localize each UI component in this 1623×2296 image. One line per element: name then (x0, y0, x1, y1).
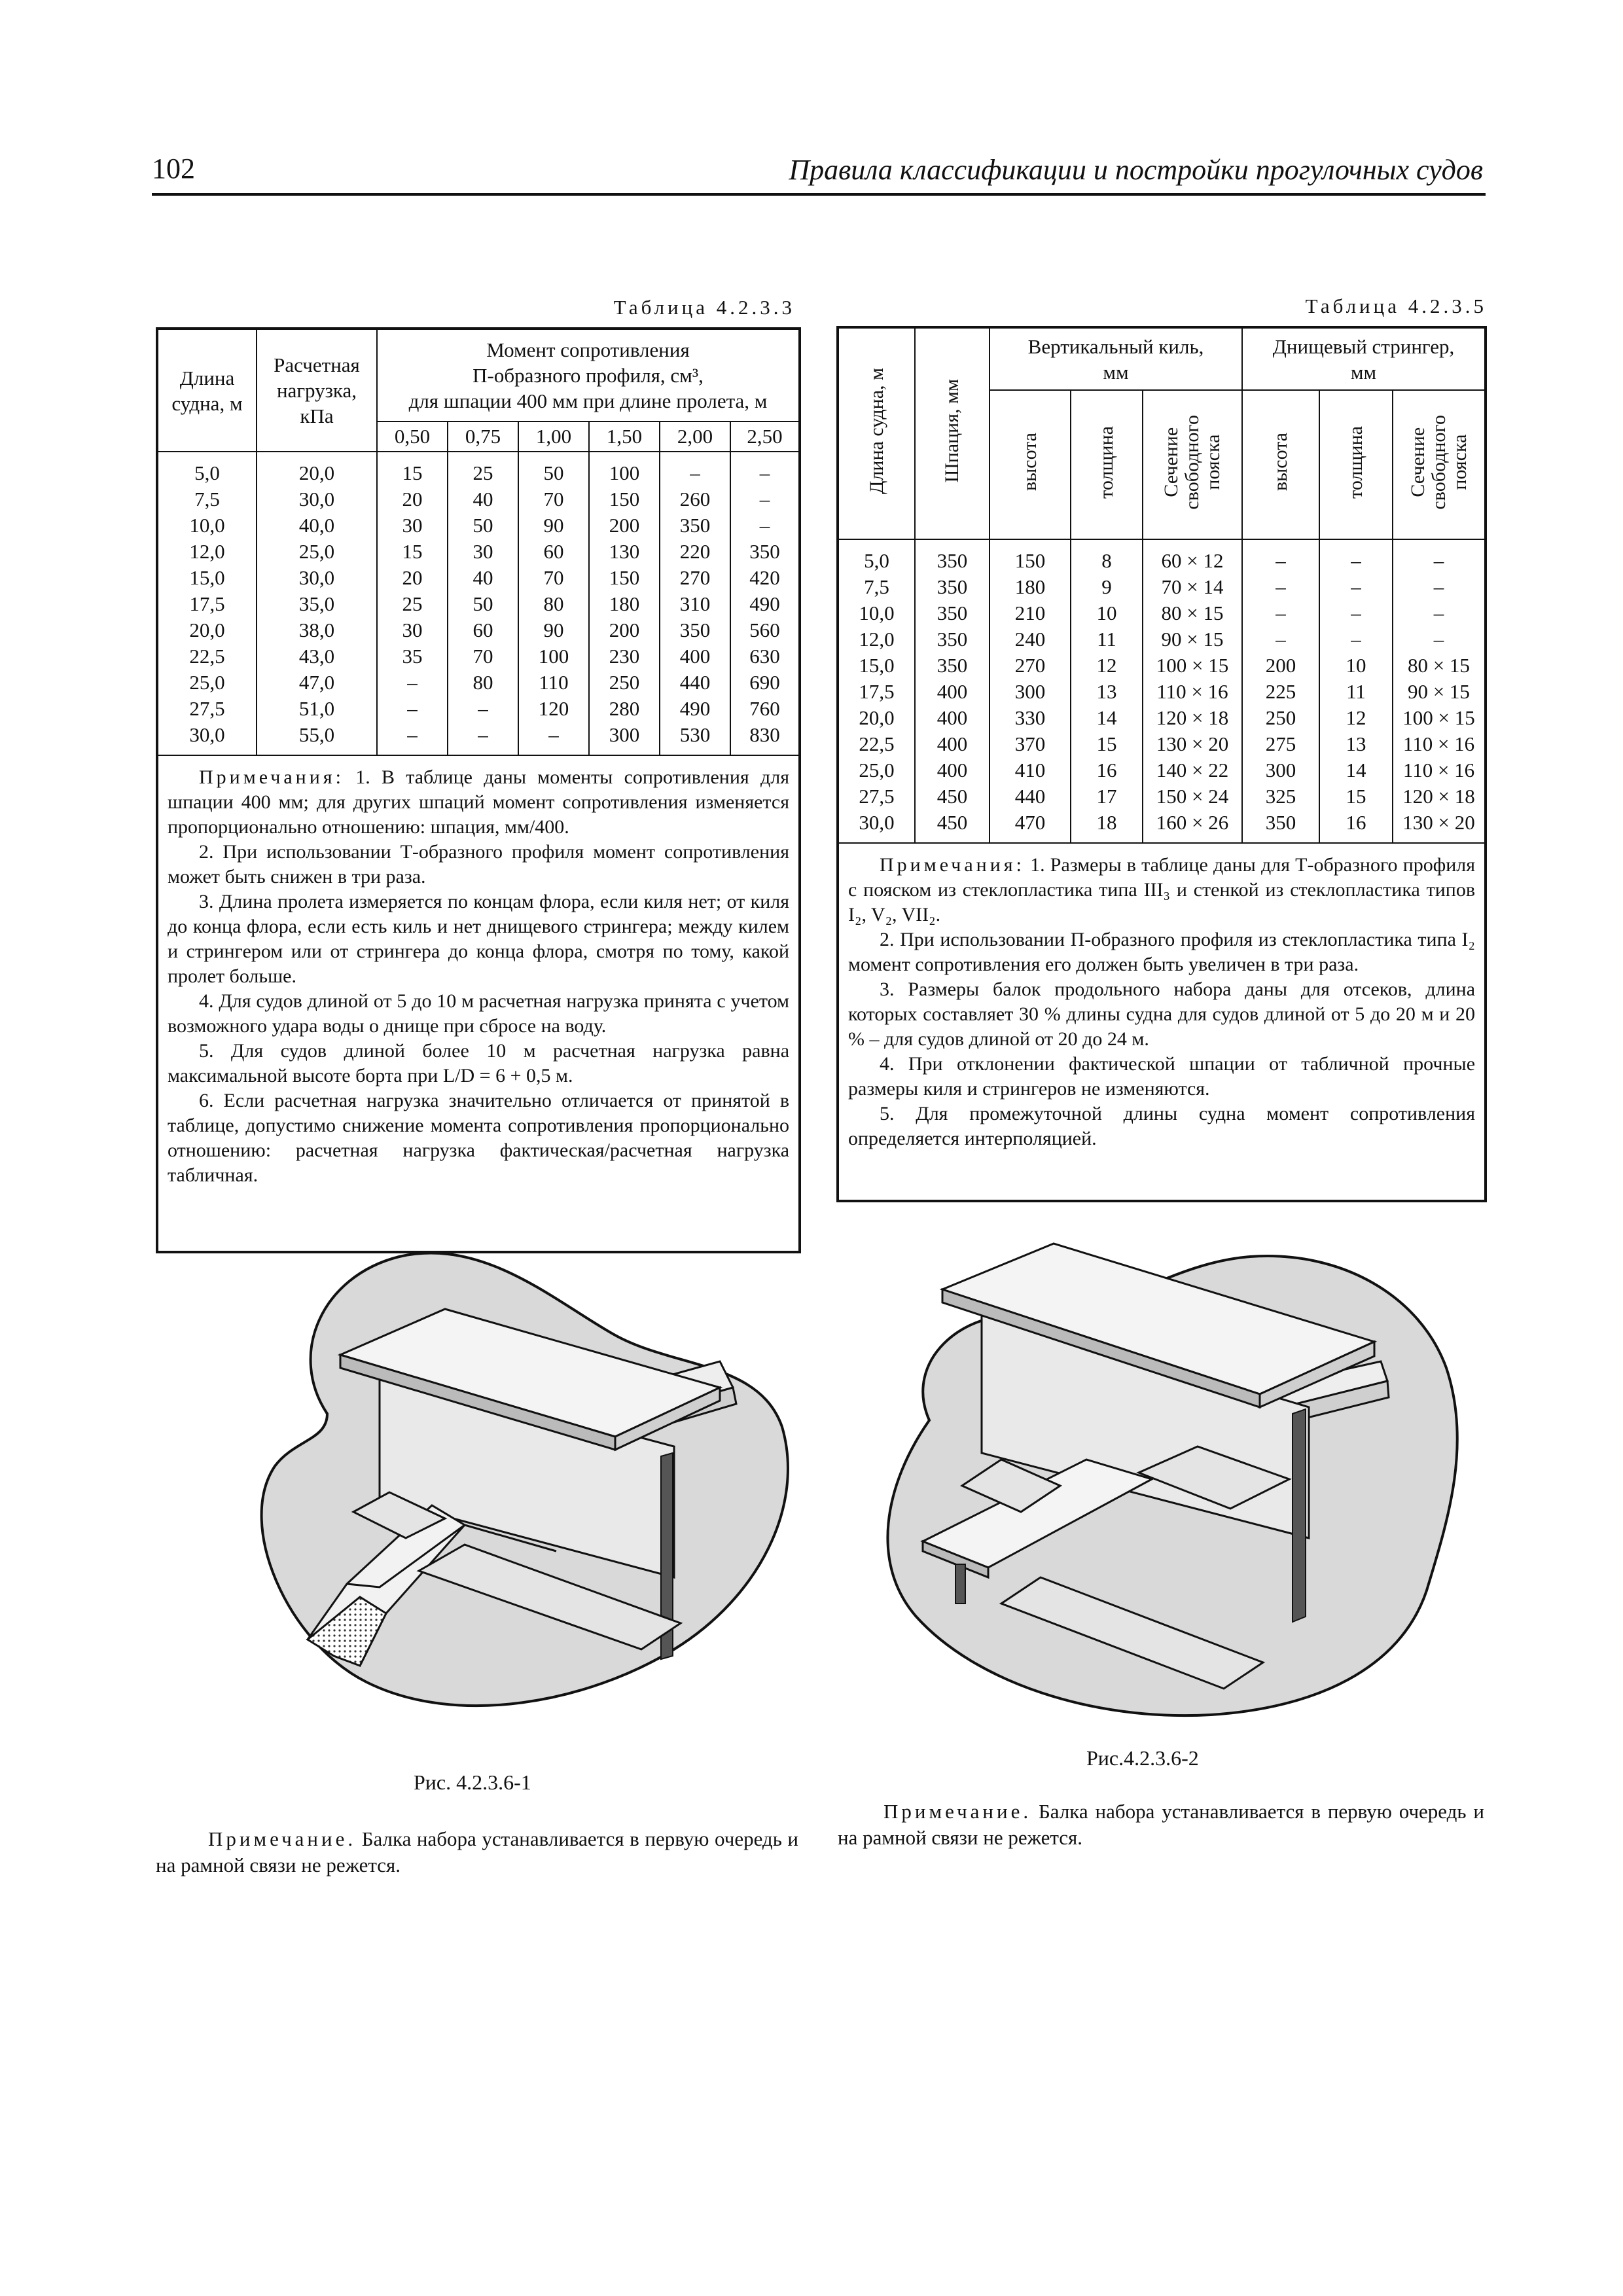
t2-cell: 350 (915, 600, 990, 626)
t2-cell: 13 (1071, 679, 1143, 705)
t2-cell: 110 × 16 (1393, 731, 1486, 757)
t2-cell: 5,0 (838, 539, 915, 574)
t2-cell: – (1393, 600, 1486, 626)
t2-cell: 12,0 (838, 626, 915, 653)
t1-cell: 230 (589, 643, 660, 670)
t1-cell: – (377, 722, 448, 755)
t1-header-load: Расчетная нагрузка, кПа (257, 329, 377, 452)
t2-cell: 100 × 15 (1143, 653, 1242, 679)
t2-cell: 120 × 18 (1143, 705, 1242, 731)
figure1-caption: Рис. 4.2.3.6-1 (414, 1770, 531, 1794)
t1-cell: 80 (518, 591, 589, 617)
t2-cell: 27,5 (838, 783, 915, 810)
figure2-note-label: Примечание. (883, 1800, 1032, 1823)
t2-cell: 70 × 14 (1143, 574, 1242, 600)
t1-cell: 150 (589, 565, 660, 591)
t1-cell: 270 (660, 565, 730, 591)
t1-row (157, 452, 800, 486)
t1-note: 2. При использовании Т-образного профиля момент сопротивления может быть снижен в три раза. (168, 841, 790, 888)
t2-row (838, 783, 1486, 810)
t2-cell: 180 (990, 574, 1071, 600)
t1-cell: 20,0 (157, 617, 257, 643)
t1-cell: 30,0 (157, 722, 257, 755)
t2-cell: 440 (990, 783, 1071, 810)
t1-cell: 50 (448, 512, 518, 539)
figure2-note-text: Балка набора устанавливается в первую очередь и на рамной связи не режется. (838, 1800, 1485, 1849)
t1-cell: 20 (377, 486, 448, 512)
t1-cell: 60 (448, 617, 518, 643)
t1-row (157, 486, 800, 512)
t2-note: 5. Для промежуточной длины судна момент сопротивления определяется интерполяцией. (848, 1103, 1476, 1149)
t1-cell: 30 (377, 512, 448, 539)
t1-cell: 30 (377, 617, 448, 643)
t2-cell: – (1242, 539, 1319, 574)
t1-cell: 7,5 (157, 486, 257, 512)
t2-cell: 17,5 (838, 679, 915, 705)
t2-body (838, 539, 1486, 843)
t1-note: 6. Если расчетная нагрузка значительно отличается от принятой в таблице, допустимо снижение момента сопротивления пропорционально отношению: расчетная нагрузка фактическая/расчетная нагрузка табличная. (168, 1090, 790, 1186)
t2-row (838, 731, 1486, 757)
page-number: 102 (152, 152, 195, 185)
t1-row (157, 670, 800, 696)
t2-cell: – (1319, 539, 1393, 574)
t1-cell: 760 (730, 696, 800, 722)
t1-cell: 280 (589, 696, 660, 722)
t1-cell: 30,0 (257, 486, 377, 512)
t1-cell: 130 (589, 539, 660, 565)
t2-cell: 300 (1242, 757, 1319, 783)
t2-cell: 350 (1242, 810, 1319, 843)
t2-cell: 17 (1071, 783, 1143, 810)
t1-cell: – (660, 452, 730, 486)
table1-caption: Таблица 4.2.3.3 (613, 296, 795, 319)
t1-cell: 35,0 (257, 591, 377, 617)
t2-sub-height: высота (1242, 390, 1319, 539)
t1-cell: 40 (448, 565, 518, 591)
t2-notes (838, 843, 1486, 1201)
t1-cell: 80 (448, 670, 518, 696)
figure2-caption: Рис.4.2.3.6-2 (1086, 1746, 1199, 1770)
t1-cell: 50 (448, 591, 518, 617)
t1-cell: 47,0 (257, 670, 377, 696)
t1-cell: 40 (448, 486, 518, 512)
figure1-note-text: Балка набора устанавливается в первую очередь и на рамной связи не режется. (156, 1827, 798, 1876)
t2-cell: 30,0 (838, 810, 915, 843)
t1-cell: 30,0 (257, 565, 377, 591)
t1-cell: 690 (730, 670, 800, 696)
t1-cell: 420 (730, 565, 800, 591)
t1-cell: 25 (448, 452, 518, 486)
t1-cell: 490 (730, 591, 800, 617)
t2-row (838, 574, 1486, 600)
t2-cell: 12 (1071, 653, 1143, 679)
t2-header-keel: Вертикальный киль, мм (990, 327, 1242, 390)
t2-cell: 210 (990, 600, 1071, 626)
t2-cell: – (1242, 600, 1319, 626)
t1-cell: – (377, 696, 448, 722)
t2-cell: 90 × 15 (1393, 679, 1486, 705)
t2-cell: 15 (1319, 783, 1393, 810)
t1-note: 5. Для судов длиной более 10 м расчетная нагрузка равна максимальной высоте борта при L/D = 6 + 0,5 м. (168, 1040, 790, 1086)
t1-cell: 350 (730, 539, 800, 565)
t2-cell: 60 × 12 (1143, 539, 1242, 574)
t1-cell: 100 (518, 643, 589, 670)
t2-cell: 325 (1242, 783, 1319, 810)
t2-cell: 225 (1242, 679, 1319, 705)
figure1-note-label: Примечание. (208, 1827, 357, 1850)
t1-cell: 30 (448, 539, 518, 565)
t2-cell: 14 (1319, 757, 1393, 783)
t1-cell: 55,0 (257, 722, 377, 755)
t2-cell: – (1319, 600, 1393, 626)
t2-cell: 400 (915, 705, 990, 731)
t2-sub-thickness: толщина (1319, 390, 1393, 539)
t2-cell: 130 × 20 (1143, 731, 1242, 757)
t1-cell: 43,0 (257, 643, 377, 670)
t2-cell: 275 (1242, 731, 1319, 757)
t2-cell: 7,5 (838, 574, 915, 600)
t1-cell: 400 (660, 643, 730, 670)
t1-cell: 20,0 (257, 452, 377, 486)
figure2-drawing (857, 1211, 1479, 1734)
t2-sub-flange: Сечение свободного пояска (1143, 390, 1242, 539)
t1-cell: 20 (377, 565, 448, 591)
t2-note: 3. Размеры балок продольного набора даны для отсеков, длина которых составляет 30 % длины судна для судов длиной от 5 до 20 м и 20 % – для судов длиной от 20 до 24 м. (848, 978, 1476, 1050)
t1-cell: 38,0 (257, 617, 377, 643)
t1-note: 1. В таблице даны моменты сопротивления для шпации 400 мм; для других шпаций момент сопротивления изменяется пропорционально отношению: шпация, мм/400. (168, 766, 790, 838)
t1-cell: 530 (660, 722, 730, 755)
table2-caption: Таблица 4.2.3.5 (1305, 295, 1487, 317)
t2-cell: 150 (990, 539, 1071, 574)
t2-cell: 370 (990, 731, 1071, 757)
t2-cell: 12 (1319, 705, 1393, 731)
t2-cell: 18 (1071, 810, 1143, 843)
t2-cell: 16 (1071, 757, 1143, 783)
t2-cell: 350 (915, 626, 990, 653)
t1-cell: – (518, 722, 589, 755)
t1-row (157, 696, 800, 722)
t1-cell: 180 (589, 591, 660, 617)
t2-row (838, 810, 1486, 843)
t1-row (157, 591, 800, 617)
t1-cell: 70 (518, 565, 589, 591)
t2-cell: 10,0 (838, 600, 915, 626)
t2-cell: 11 (1319, 679, 1393, 705)
t1-cell: 200 (589, 512, 660, 539)
t1-span-header: 2,50 (730, 422, 800, 452)
t1-cell: 220 (660, 539, 730, 565)
t2-cell: 13 (1319, 731, 1393, 757)
t1-cell: 51,0 (257, 696, 377, 722)
t1-cell: – (730, 486, 800, 512)
t1-cell: 560 (730, 617, 800, 643)
t1-span-header: 1,50 (589, 422, 660, 452)
t1-cell: 27,5 (157, 696, 257, 722)
t2-header-stringer: Днищевый стрингер, мм (1242, 327, 1486, 390)
t2-cell: 15,0 (838, 653, 915, 679)
t2-cell: – (1242, 574, 1319, 600)
t1-row (157, 512, 800, 539)
t1-cell: 200 (589, 617, 660, 643)
t1-cell: 60 (518, 539, 589, 565)
t1-cell: 630 (730, 643, 800, 670)
t1-row (157, 643, 800, 670)
t2-cell: 25,0 (838, 757, 915, 783)
t1-cell: 310 (660, 591, 730, 617)
t1-cell: 50 (518, 452, 589, 486)
t2-cell: 400 (915, 731, 990, 757)
t2-cell: 80 × 15 (1393, 653, 1486, 679)
t1-cell: – (730, 512, 800, 539)
t1-cell: 110 (518, 670, 589, 696)
t2-cell: 300 (990, 679, 1071, 705)
t1-cell: 100 (589, 452, 660, 486)
t2-cell: 22,5 (838, 731, 915, 757)
t2-row (838, 757, 1486, 783)
t2-row (838, 679, 1486, 705)
t1-row (157, 565, 800, 591)
t2-cell: – (1393, 539, 1486, 574)
figure1-drawing (249, 1230, 805, 1728)
t2-cell: – (1242, 626, 1319, 653)
t2-cell: 350 (915, 574, 990, 600)
t1-cell: 35 (377, 643, 448, 670)
t1-cell: 15,0 (157, 565, 257, 591)
t2-cell: 350 (915, 539, 990, 574)
t1-span-header: 2,00 (660, 422, 730, 452)
t1-row (157, 722, 800, 755)
t1-cell: 22,5 (157, 643, 257, 670)
t2-cell: 8 (1071, 539, 1143, 574)
t2-cell: 100 × 15 (1393, 705, 1486, 731)
t2-cell: – (1393, 626, 1486, 653)
t2-cell: 140 × 22 (1143, 757, 1242, 783)
t2-cell: 330 (990, 705, 1071, 731)
t2-cell: 450 (915, 783, 990, 810)
t2-row (838, 600, 1486, 626)
t1-note: 4. Для судов длиной от 5 до 10 м расчетная нагрузка принята с учетом возможного удара воды о днище при сбросе на воду. (168, 990, 790, 1037)
t2-cell: 9 (1071, 574, 1143, 600)
t1-cell: 350 (660, 512, 730, 539)
t2-cell: 10 (1071, 600, 1143, 626)
table2 (836, 326, 1487, 1202)
t1-notes (157, 755, 800, 1252)
t1-cell: 70 (448, 643, 518, 670)
t2-cell: 10 (1319, 653, 1393, 679)
t1-body (157, 452, 800, 755)
t2-cell: 470 (990, 810, 1071, 843)
table1 (156, 327, 801, 1253)
t1-cell: 440 (660, 670, 730, 696)
t1-cell: 15 (377, 452, 448, 486)
t1-cell: 90 (518, 617, 589, 643)
t2-row (838, 653, 1486, 679)
t2-cell: 130 × 20 (1393, 810, 1486, 843)
t2-cell: 400 (915, 679, 990, 705)
t2-sub-thickness: толщина (1071, 390, 1143, 539)
t2-note: 4. При отклонении фактической шпации от табличной прочные размеры киля и стрингеров не изменяются. (848, 1053, 1476, 1100)
t1-cell: 830 (730, 722, 800, 755)
t2-sub-height: высота (990, 390, 1071, 539)
t2-cell: 400 (915, 757, 990, 783)
t2-cell: 15 (1071, 731, 1143, 757)
t1-cell: 90 (518, 512, 589, 539)
t2-cell: 150 × 24 (1143, 783, 1242, 810)
t1-cell: 10,0 (157, 512, 257, 539)
t2-cell: – (1319, 626, 1393, 653)
t1-note: 3. Длина пролета измеряется по концам флора, если киля нет; от киля до конца флора, если есть киль и нет днищевого стрингера; между килем и стрингером или от стрингера до конца флора, смотря по тому, какой пролет больше. (168, 891, 790, 987)
t2-header-spacing: Шпация, мм (915, 327, 990, 539)
t1-cell: 5,0 (157, 452, 257, 486)
t1-span-header: 1,00 (518, 422, 589, 452)
t2-cell: 14 (1071, 705, 1143, 731)
t2-row (838, 705, 1486, 731)
t1-row (157, 539, 800, 565)
t2-cell: 250 (1242, 705, 1319, 731)
t2-cell: 410 (990, 757, 1071, 783)
figure1-note (156, 1826, 798, 1878)
t1-cell: 260 (660, 486, 730, 512)
t1-cell: 40,0 (257, 512, 377, 539)
t1-cell: 150 (589, 486, 660, 512)
t1-row (157, 617, 800, 643)
t1-span-header: 0,75 (448, 422, 518, 452)
t2-note: 1. Размеры в таблице даны для Т-образного профиля с пояском из стеклопластика типа III₃ и стенкой из стеклопластика типов I₂, V₂, VII₂. (848, 854, 1476, 925)
t2-cell: 90 × 15 (1143, 626, 1242, 653)
t1-cell: 490 (660, 696, 730, 722)
t2-cell: 110 × 16 (1393, 757, 1486, 783)
t1-cell: 25 (377, 591, 448, 617)
t2-sub-flange: Сечение свободного пояска (1393, 390, 1486, 539)
t2-cell: – (1393, 574, 1486, 600)
t2-cell: 20,0 (838, 705, 915, 731)
t1-header-moment: Момент сопротивления П-образного профиля, см³, для шпации 400 мм при длине пролета, м (377, 329, 800, 422)
t2-cell: 11 (1071, 626, 1143, 653)
t2-cell: 350 (915, 653, 990, 679)
t2-cell: – (1319, 574, 1393, 600)
t1-cell: 12,0 (157, 539, 257, 565)
t2-cell: 80 × 15 (1143, 600, 1242, 626)
t2-cell: 200 (1242, 653, 1319, 679)
running-title: Правила классификации и постройки прогулочных судов (789, 154, 1483, 186)
t2-note: 2. При использовании П-образного профиля из стеклопластика типа I₂ момент сопротивления его должен быть увеличен в три раза. (848, 929, 1476, 975)
t1-cell: 25,0 (257, 539, 377, 565)
t2-cell: 450 (915, 810, 990, 843)
t1-cell: 25,0 (157, 670, 257, 696)
header-rule (152, 193, 1486, 196)
t1-header-length: Длина судна, м (157, 329, 257, 452)
t1-cell: – (377, 670, 448, 696)
t1-cell: 250 (589, 670, 660, 696)
t1-span-header: 0,50 (377, 422, 448, 452)
t1-cell: – (730, 452, 800, 486)
t2-cell: 16 (1319, 810, 1393, 843)
t2-header-length: Длина судна, м (838, 327, 915, 539)
t1-cell: 17,5 (157, 591, 257, 617)
t1-cell: – (448, 696, 518, 722)
t2-cell: 240 (990, 626, 1071, 653)
t1-cell: 350 (660, 617, 730, 643)
t2-notes-label: Примечания: (880, 854, 1025, 876)
t2-row (838, 626, 1486, 653)
t2-cell: 110 × 16 (1143, 679, 1242, 705)
t1-cell: 300 (589, 722, 660, 755)
t2-cell: 160 × 26 (1143, 810, 1242, 843)
t1-cell: 15 (377, 539, 448, 565)
t1-notes-label: Примечания: (199, 766, 344, 788)
t1-cell: 70 (518, 486, 589, 512)
t1-cell: – (448, 722, 518, 755)
t1-cell: 120 (518, 696, 589, 722)
figure2-note (838, 1799, 1484, 1851)
t2-cell: 120 × 18 (1393, 783, 1486, 810)
t2-cell: 270 (990, 653, 1071, 679)
t2-row (838, 539, 1486, 574)
